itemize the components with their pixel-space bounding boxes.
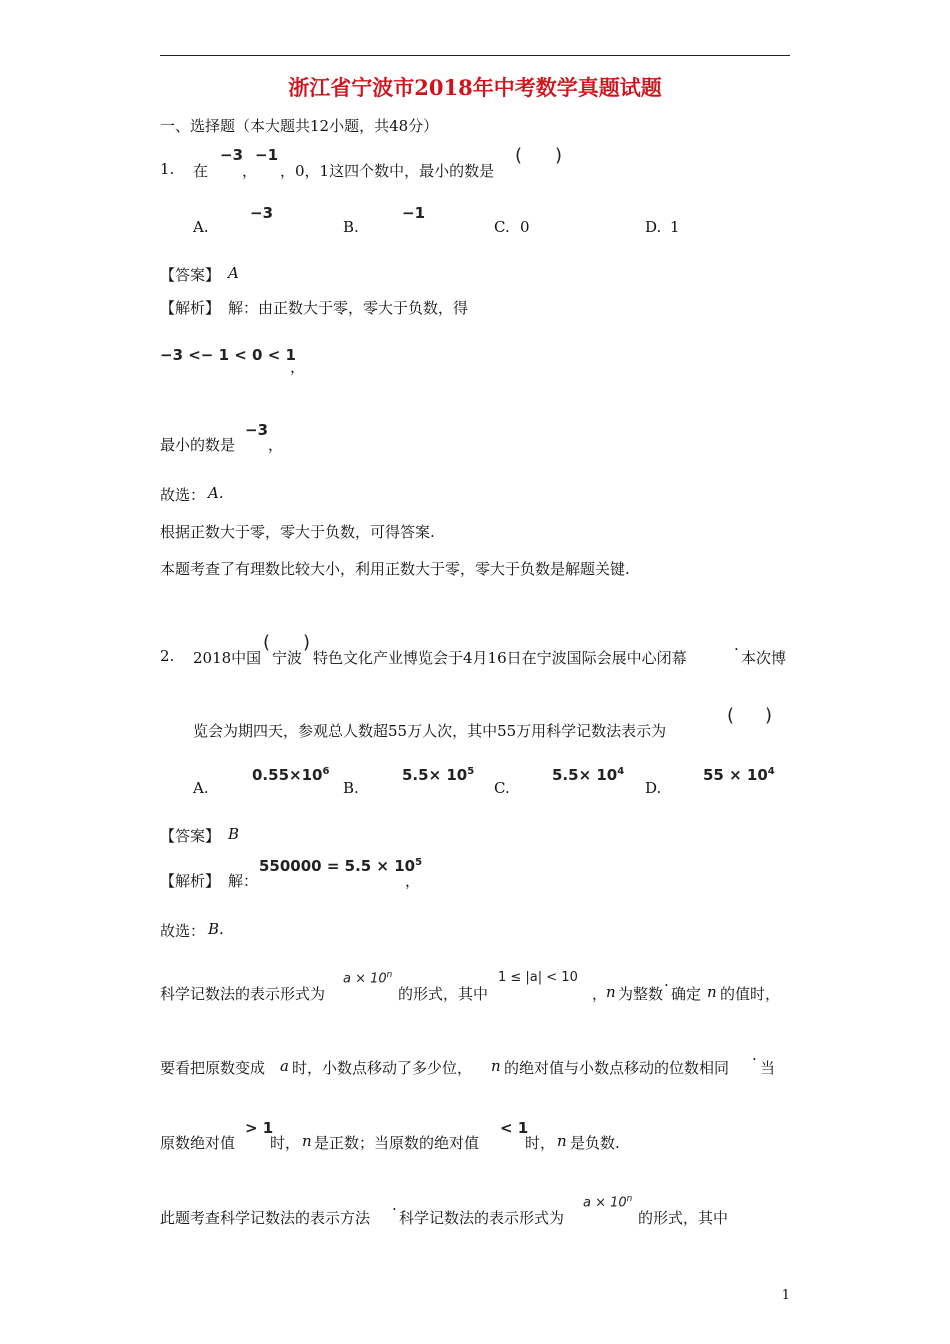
q2-p2-a: 要看把原数变成 — [160, 1059, 266, 1077]
q2-paren-2: ) — [303, 632, 311, 653]
q2-p3-a: 原数绝对值 — [160, 1134, 236, 1152]
q1-choose: 故选： — [160, 486, 206, 504]
q1-analysis-label: 【解析】 — [160, 299, 221, 317]
q1-option-a-value: −3 — [250, 204, 274, 222]
q2-text-e: 览会为期四天，参观总人数超55万人次，其中55万用科学记数法表示为 — [193, 722, 667, 740]
q2-p3-c: 是正数；当原数的绝对值 — [314, 1134, 480, 1152]
q2-p1-c: ， — [592, 985, 608, 1003]
q2-p4-a: 此题考查科学记数法的表示方法 — [160, 1209, 371, 1227]
q2-dot: · — [734, 640, 739, 658]
q2-p1-expr: $a \times 10^n$ — [343, 970, 393, 987]
q2-p3-n2: n — [557, 1132, 567, 1150]
q2-choose-value: B. — [208, 920, 224, 938]
q2-p4-c: 的形式，其中 — [638, 1209, 729, 1227]
q1-option-b-value: −1 — [402, 204, 426, 222]
q1-sep: ， — [242, 162, 258, 180]
q1-text-a: 在 — [193, 162, 209, 180]
q2-p3-gt1: > 1 — [245, 1119, 274, 1137]
q2-p4-expr: $a \times 10^n$ — [583, 1194, 633, 1211]
q1-explain-2: 本题考查了有理数比较大小，利用正数大于零，零大于负数是解题关键. — [160, 560, 630, 578]
q2-equation-exp: 5 — [415, 857, 423, 868]
q2-choose: 故选： — [160, 922, 206, 940]
q1-min-text: 最小的数是 — [160, 436, 236, 454]
q2-p2-n: n — [491, 1057, 501, 1075]
q2-option-c-exp: 4 — [617, 766, 625, 777]
q1-option-a-label: A. — [193, 218, 209, 236]
section-heading: 一、选择题（本大题共12小题，共48分） — [160, 117, 439, 135]
q1-choose-value: A. — [208, 484, 224, 502]
q2-paren-1: ( — [263, 632, 271, 653]
q1-paren-open: ( — [515, 145, 523, 166]
q2-p1-n1: n — [606, 983, 616, 1001]
q2-option-a-value: $0.55\times 10^6$ — [252, 766, 330, 784]
q1-text-b: ，0，1这四个数中，最小的数是 — [280, 162, 495, 180]
q2-equation-end: ， — [405, 872, 421, 890]
q2-answer-label: 【答案】 — [160, 827, 221, 845]
q2-p1-ineq: 1 ≤ |a| < 10 — [498, 970, 578, 985]
q1-min-end: ， — [268, 436, 284, 454]
q2-p1-f: 的值时， — [720, 985, 781, 1003]
q2-text-b: 宁波 — [272, 649, 303, 667]
q2-option-d-value: $55 \times 10^4$ — [703, 766, 775, 784]
q2-option-d-exp: 4 — [767, 766, 775, 777]
q1-explain-1: 根据正数大于零，零大于负数，可得答案. — [160, 523, 435, 541]
q2-option-c-label: C. — [494, 779, 510, 797]
q2-p3-e: 是负数. — [570, 1134, 620, 1152]
q2-p2-a-var: a — [280, 1057, 289, 1075]
q1-answer-label: 【答案】 — [160, 266, 221, 284]
q2-analysis-label: 【解析】 — [160, 872, 221, 890]
q2-option-d-label: D. — [645, 779, 662, 797]
q2-p3-n1: n — [302, 1132, 312, 1150]
q2-p1-a: 科学记数法的表示形式为 — [160, 985, 326, 1003]
q2-p1-expr-exp: n — [386, 970, 393, 980]
q2-option-b-value: $5.5\times 10^5$ — [402, 766, 475, 784]
q2-p2-dot: · — [752, 1050, 757, 1068]
q1-option-c-value: 0 — [520, 218, 530, 236]
q2-p1-e: 确定 — [671, 985, 702, 1003]
page-title: 浙江省宁波市2018年中考数学真题试题 — [288, 75, 662, 100]
q2-analysis-text: 解： — [228, 872, 259, 890]
q2-option-b-label: B. — [343, 779, 359, 797]
q2-option-c-value: $5.5\times 10^4$ — [552, 766, 625, 784]
q1-min-value: −3 — [245, 421, 269, 439]
q1-option-c-label: C. — [494, 218, 510, 236]
q2-p4-dot: · — [392, 1200, 397, 1218]
q2-number: 2. — [160, 647, 175, 665]
q2-text-a: 2018中国 — [193, 649, 262, 667]
q1-answer: A — [228, 264, 239, 282]
q2-p3-d: 时， — [525, 1134, 556, 1152]
q2-p2-b: 时，小数点移动了多少位， — [292, 1059, 473, 1077]
q2-answer: B — [228, 825, 240, 843]
q1-option-b-label: B. — [343, 218, 359, 236]
q2-p1-b: 的形式，其中 — [398, 985, 489, 1003]
q2-p2-c: 的绝对值与小数点移动的位数相同 — [504, 1059, 730, 1077]
q1-option-d-label: D. — [645, 218, 662, 236]
q1-math-minus1: −1 — [255, 146, 279, 164]
q2-text-c: 特色文化产业博览会于4月16日在宁波国际会展中心闭幕 — [313, 649, 687, 667]
q2-paren-close: ) — [765, 705, 773, 726]
q1-ineq-comma: ， — [290, 358, 306, 376]
q1-number: 1. — [160, 160, 175, 178]
q2-p1-d: 为整数 — [618, 985, 664, 1003]
q2-paren-open: ( — [727, 705, 735, 726]
q2-p3-b: 时， — [270, 1134, 301, 1152]
q2-p1-dot: · — [664, 976, 669, 994]
q2-p1-n2: n — [707, 983, 717, 1001]
q1-math-minus3: −3 — [220, 146, 244, 164]
q2-option-a-exp: 6 — [322, 766, 330, 777]
q2-p4-b: 科学记数法的表示形式为 — [399, 1209, 565, 1227]
q2-option-b-exp: 5 — [467, 766, 475, 777]
q2-p2-d: 当 — [760, 1059, 776, 1077]
q1-option-d-value: 1 — [670, 218, 680, 236]
q2-p4-expr-exp: n — [626, 1194, 633, 1204]
header-rule — [160, 55, 790, 56]
q2-equation: $550000 = 5.5 \times 10^5$ — [259, 857, 423, 875]
q2-text-d: 本次博 — [741, 649, 787, 667]
q1-paren-close: ) — [555, 145, 563, 166]
q1-analysis-text: 解：由正数大于零，零大于负数，得 — [228, 299, 469, 317]
q1-inequality: −3 <− 1 < 0 < 1 — [160, 346, 296, 364]
q2-p3-lt1: < 1 — [500, 1119, 529, 1137]
page-number: 1 — [781, 1288, 790, 1303]
q2-option-a-label: A. — [193, 779, 209, 797]
